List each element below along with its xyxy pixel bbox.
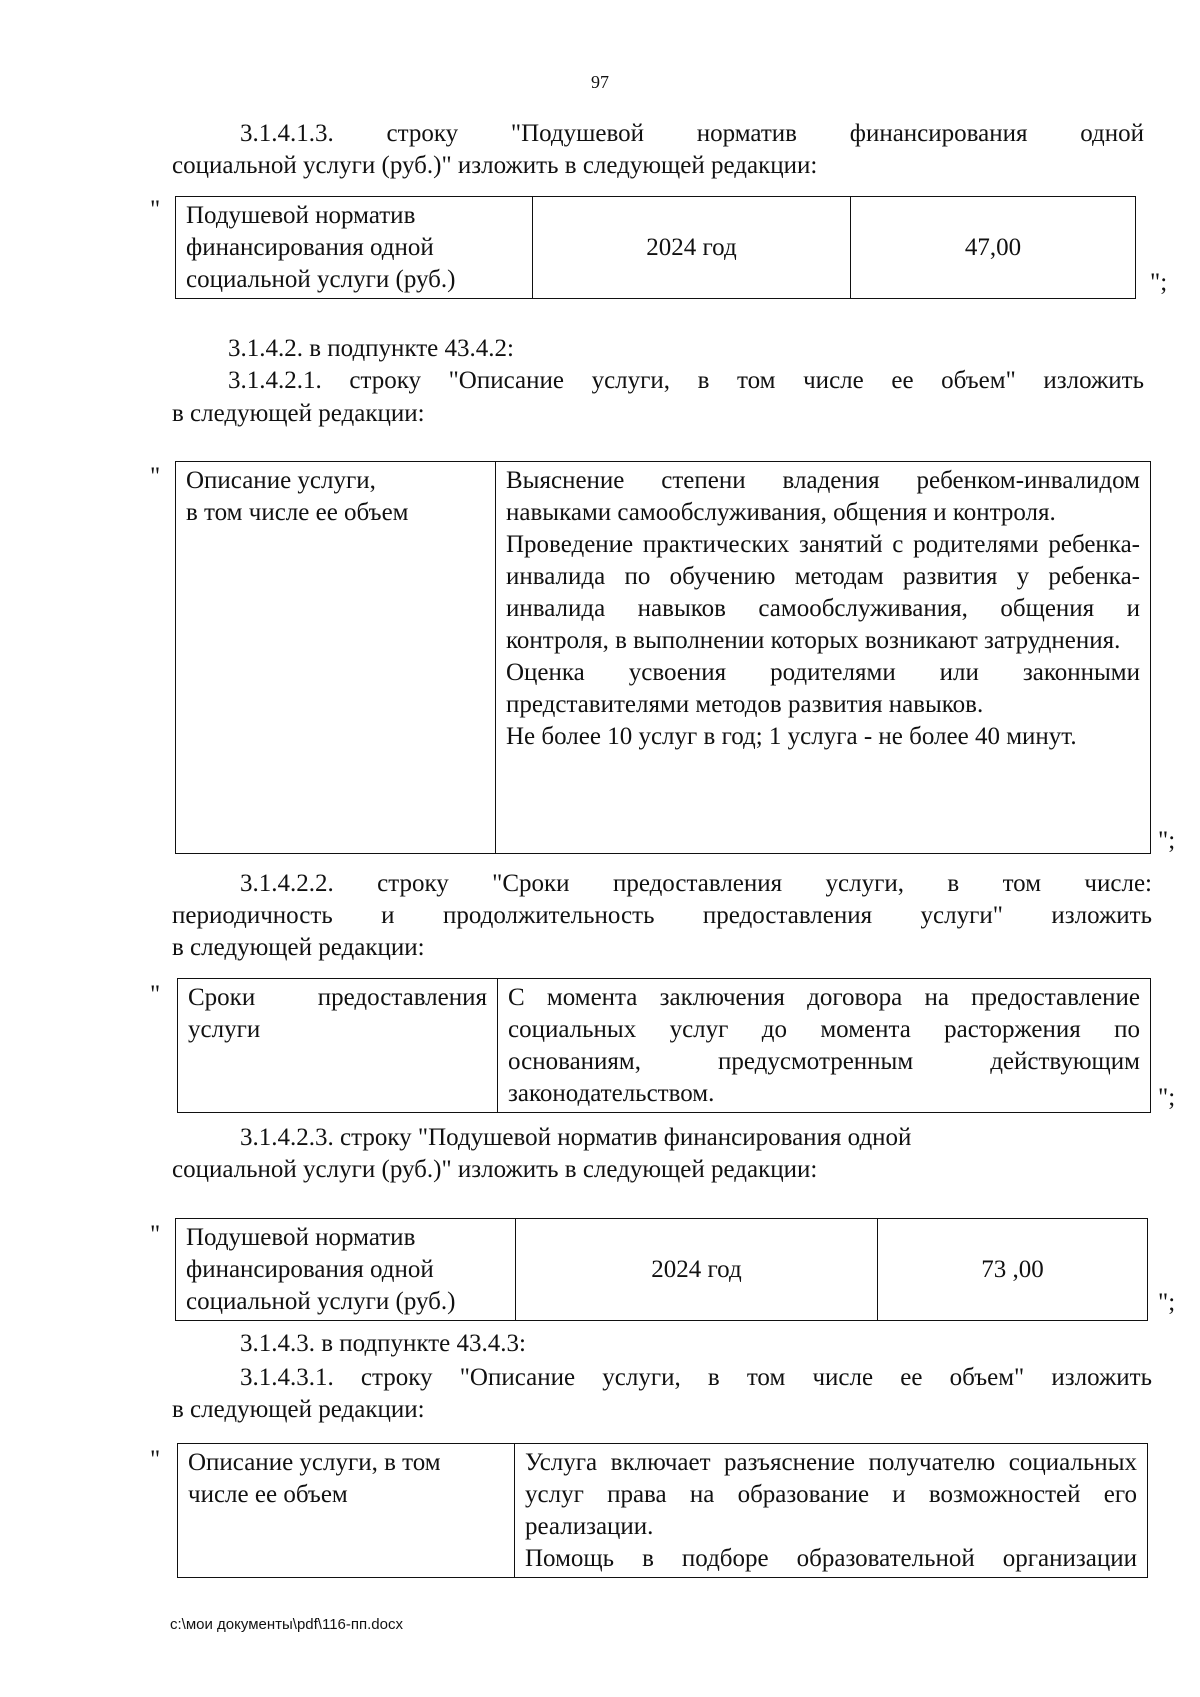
label-line: социальной услуги (руб.) bbox=[186, 1288, 456, 1315]
desc-paragraph: Проведение практических занятий с родителями ребенка-инвалида по обучению методам развития у ребенка-инвалида навыков самообслуживания, общения и контроля, в выполнении которых возникают затруднения. bbox=[506, 531, 1140, 654]
label-line: финансирования одной bbox=[186, 1256, 434, 1283]
desc-paragraph: Услуга включает разъяснение получателю социальных услуг права на образование и возможностей его реализации. bbox=[525, 1449, 1137, 1540]
cell-terms-label: Сроки предоставления услуги bbox=[178, 979, 498, 1113]
paragraph-3-1-4-2-3: 3.1.4.2.3. строку "Подушевой норматив финансирования одной bbox=[240, 1124, 912, 1151]
open-quote: " bbox=[150, 981, 161, 1008]
cell-terms-text: С момента заключения договора на предоставление социальных услуг до момента расторжения по основаниям, предусмотренным действующим законодательством. bbox=[498, 979, 1151, 1113]
table-norm-2024-b bbox=[175, 1218, 1148, 1321]
open-quote: " bbox=[150, 1446, 161, 1473]
table-terms bbox=[177, 978, 1151, 1113]
paragraph-3-1-4-3-1: 3.1.4.3.1. строку "Описание услуги, в том числе ее объем" изложить bbox=[240, 1364, 1152, 1391]
desc-paragraph: Оценка усвоения родителями или законными представителями методов развития навыков. bbox=[506, 659, 1140, 718]
page-number: 97 bbox=[591, 72, 609, 92]
label-line: Подушевой норматив bbox=[186, 1224, 416, 1251]
close-quote: "; bbox=[1158, 1289, 1176, 1316]
label-line: в том числе ее объем bbox=[186, 499, 409, 526]
desc-paragraph: Помощь в подборе образовательной организации bbox=[525, 1545, 1137, 1572]
table-norm-2024-a bbox=[175, 196, 1136, 299]
table-description-43-4-2 bbox=[175, 461, 1151, 854]
paragraph-3-1-4-1-3: 3.1.4.1.3. строку "Подушевой норматив финансирования одной bbox=[240, 120, 1144, 147]
cell-desc-text bbox=[515, 1444, 1148, 1578]
paragraph-3-1-4-2-2-cont2: в следующей редакции: bbox=[172, 934, 425, 961]
open-quote: " bbox=[150, 1221, 161, 1248]
paragraph-3-1-4-3: 3.1.4.3. в подпункте 43.4.3: bbox=[240, 1330, 526, 1357]
cell-year: 2024 год bbox=[533, 197, 851, 299]
paragraph-3-1-4-2-2: 3.1.4.2.2. строку "Сроки предоставления услуги, в том числе: bbox=[240, 870, 1152, 897]
open-quote: " bbox=[150, 196, 161, 223]
desc-paragraph: Выяснение степени владения ребенком-инвалидом навыками самообслуживания, общения и контроля. bbox=[506, 467, 1140, 526]
cell-norm-label bbox=[176, 1219, 516, 1321]
label-line: Подушевой норматив bbox=[186, 202, 416, 229]
open-quote: " bbox=[150, 463, 161, 490]
label-line: социальной услуги (руб.) bbox=[186, 266, 456, 293]
paragraph-3-1-4-2-1: 3.1.4.2.1. строку "Описание услуги, в том числе ее объем" изложить bbox=[228, 367, 1144, 394]
close-quote: "; bbox=[1150, 269, 1168, 296]
close-quote: "; bbox=[1158, 1084, 1176, 1111]
paragraph-3-1-4-2-2-cont: периодичность и продолжительность предоставления услуги" изложить bbox=[172, 902, 1152, 929]
desc-paragraph: Не более 10 услуг в год; 1 услуга - не более 40 минут. bbox=[506, 723, 1077, 750]
paragraph-3-1-4-2-1-cont: в следующей редакции: bbox=[172, 400, 425, 427]
cell-norm-label bbox=[176, 197, 533, 299]
footer-file-path: c:\мои документы\pdf\116-пп.docx bbox=[170, 1616, 403, 1633]
table-description-43-4-3 bbox=[177, 1443, 1148, 1578]
paragraph-3-1-4-1-3-cont: социальной услуги (руб.)" изложить в следующей редакции: bbox=[172, 152, 818, 179]
cell-desc-label bbox=[176, 462, 496, 854]
cell-value: 47,00 bbox=[851, 197, 1136, 299]
paragraph-3-1-4-3-1-cont: в следующей редакции: bbox=[172, 1396, 425, 1423]
close-quote: "; bbox=[1158, 827, 1176, 854]
cell-desc-text bbox=[496, 462, 1151, 854]
label-line: Описание услуги, bbox=[186, 467, 376, 494]
paragraph-3-1-4-2: 3.1.4.2. в подпункте 43.4.2: bbox=[228, 335, 514, 362]
paragraph-3-1-4-2-3-cont: социальной услуги (руб.)" изложить в следующей редакции: bbox=[172, 1156, 818, 1183]
cell-value: 73 ,00 bbox=[878, 1219, 1148, 1321]
label-line: финансирования одной bbox=[186, 234, 434, 261]
cell-year: 2024 год bbox=[516, 1219, 878, 1321]
cell-desc-label: Описание услуги, в том числе ее объем bbox=[178, 1444, 515, 1578]
